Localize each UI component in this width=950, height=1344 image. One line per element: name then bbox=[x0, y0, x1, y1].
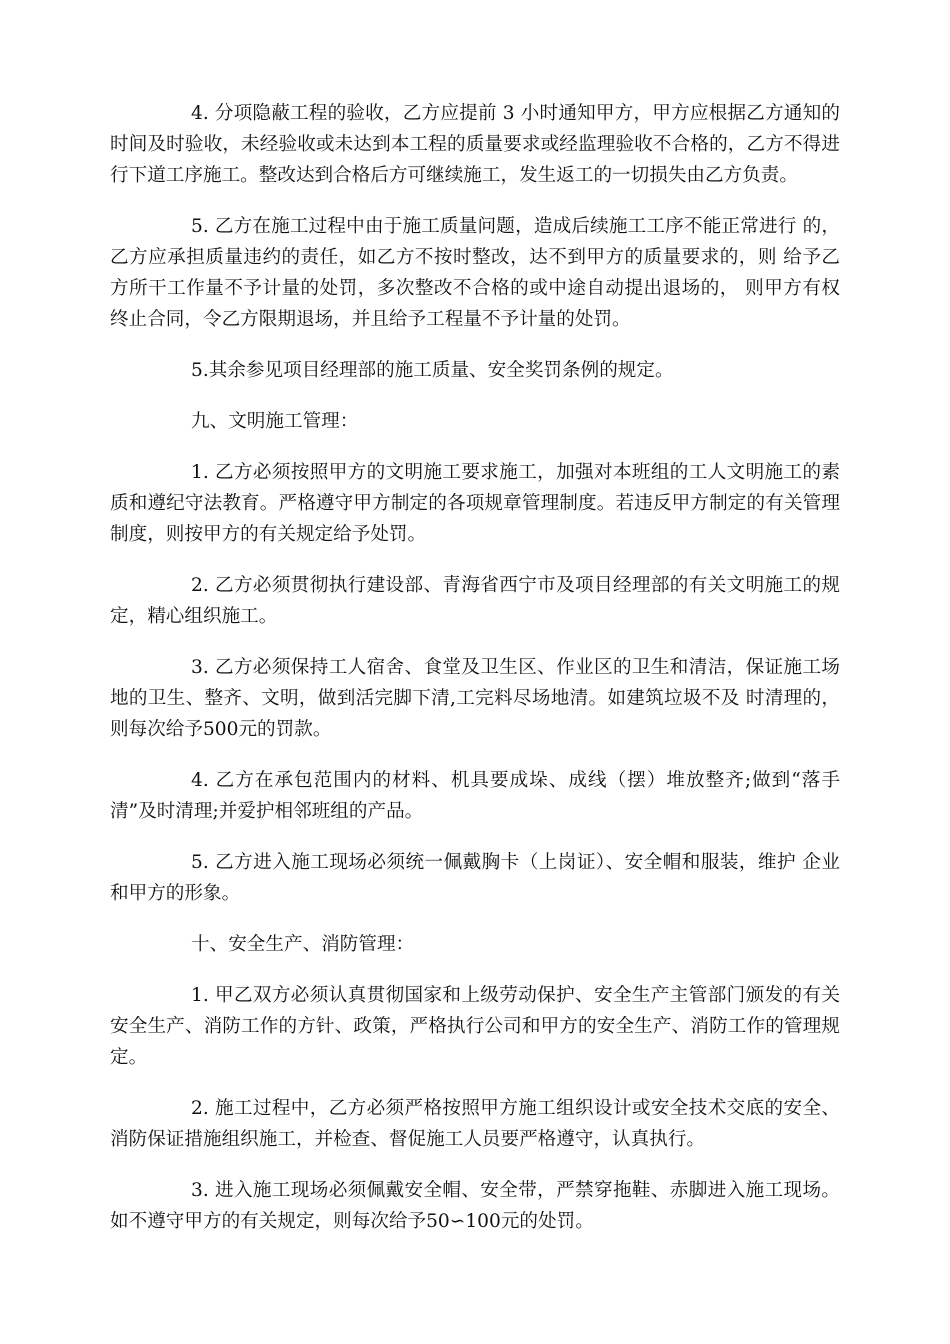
document-page bbox=[110, 98, 840, 1257]
paragraph-material-stacking: 4. 乙方在承包范围内的材料、机具要成垛、成线（摆）堆放整齐;做到“落手清”及时清理;并爱护相邻班组的产品。 bbox=[110, 770, 840, 822]
section-heading-safety-fire: 十、安全生产、消防管理： bbox=[191, 934, 415, 955]
paragraph-badges-helmets: 5. 乙方进入施工现场必须统一佩戴胸卡（上岗证）、安全帽和服装，维护 企业和甲方的形象。 bbox=[110, 852, 840, 904]
paragraph-site-hygiene: 3. 乙方必须保持工人宿舍、食堂及卫生区、作业区的卫生和清洁，保证施工场地的卫生、整齐、文明，做到活完脚下清,工完料尽场地清。如建筑垃圾不及 时清理的，则每次给予500元的罚款。 bbox=[110, 657, 840, 740]
paragraph-construction-process-safety: 2. 施工过程中，乙方必须严格按照甲方施工组织设计或安全技术交底的安全、消防保证措施组织施工，并检查、督促施工人员要严格遵守，认真执行。 bbox=[110, 1098, 840, 1150]
paragraph-helmet-requirement: 3. 进入施工现场必须佩戴安全帽、安全带，严禁穿拖鞋、赤脚进入施工现场。如不遵守甲方的有关规定，则每次给予50∽100元的处罚。 bbox=[110, 1180, 840, 1232]
paragraph-hidden-works-acceptance: 4. 分项隐蔽工程的验收，乙方应提前 3 小时通知甲方，甲方应根据乙方通知的时间及时验收，未经验收或未达到本工程的质量要求或经监理验收不合格的，乙方不得进行下道工序施工。整改达到合格后方可继续施工，发生返工的一切损失由乙方负责。 bbox=[110, 103, 840, 186]
section-heading-civilized-construction: 九、文明施工管理： bbox=[191, 411, 359, 432]
paragraph-civilized-requirements: 1. 乙方必须按照甲方的文明施工要求施工，加强对本班组的工人文明施工的素质和遵纪守法教育。严格遵守甲方制定的各项规章管理制度。若违反甲方制定的有关管理制度，则按甲方的有关规定给予处罚。 bbox=[110, 462, 840, 545]
paragraph-quality-violation: 5. 乙方在施工过程中由于施工质量问题，造成后续施工工序不能正常进行 的，乙方应承担质量违约的责任，如乙方不按时整改，达不到甲方的质量要求的，则 给予乙方所干工作量不予计量的处罚，多次整改不合格的或中途自动提出退场的， 则甲方有权终止合同，令乙方限期退场，并且给予工程量不予计量的处罚。 bbox=[110, 216, 840, 330]
paragraph-implement-regulations: 2. 乙方必须贯彻执行建设部、青海省西宁市及项目经理部的有关文明施工的规定，精心组织施工。 bbox=[110, 575, 840, 627]
paragraph-other-rules: 5.其余参见项目经理部的施工质量、安全奖罚条例的规定。 bbox=[191, 360, 674, 381]
paragraph-safety-policy: 1. 甲乙双方必须认真贯彻国家和上级劳动保护、安全生产主管部门颁发的有关安全生产、消防工作的方针、政策，严格执行公司和甲方的安全生产、消防工作的管理规定。 bbox=[110, 985, 840, 1068]
